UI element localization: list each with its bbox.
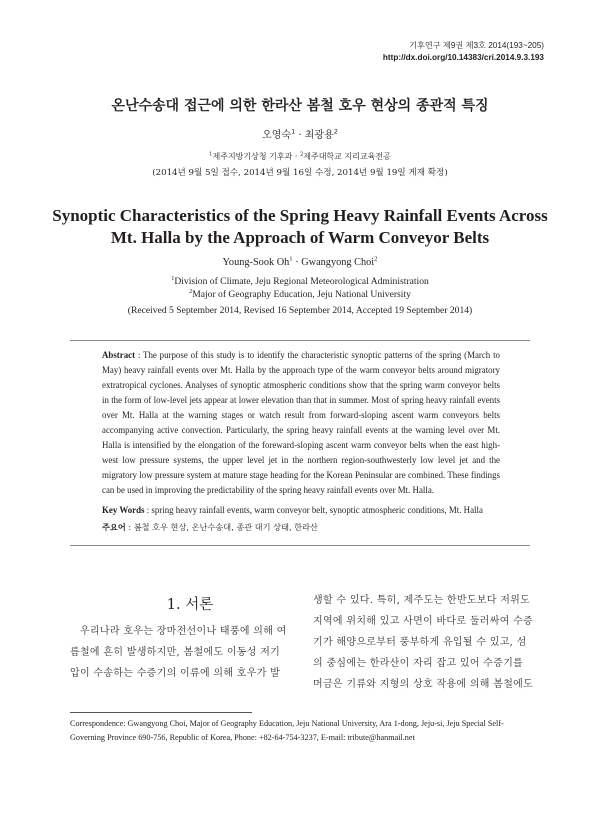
english-title-line-1: Synoptic Characteristics of the Spring Heavy Rainfall Events Across	[52, 206, 548, 225]
korean-dates: (2014년 9월 5일 접수, 2014년 9월 16일 수정, 2014년 9월 19일 게재 확정)	[152, 168, 448, 178]
footnote-rule	[70, 712, 252, 713]
body-left-line: 우리나라 호우는 장마전선이나 태풍에 의해 여	[80, 626, 287, 637]
body-right-column	[313, 590, 533, 695]
english-title	[0, 205, 600, 249]
korean-affil-1-sup: 1	[209, 151, 213, 158]
korean-affil-2: 제주대학교 지리교육전공	[303, 152, 391, 161]
english-affil-1: Division of Climate, Jeju Regional Meteorological Administration	[174, 276, 429, 287]
korean-affiliations	[0, 151, 600, 162]
abstract	[102, 348, 500, 498]
english-affil-1-line	[0, 275, 600, 288]
english-affiliations	[0, 275, 600, 301]
korean-affil-1: 제주지방기상청 기후과 ·	[212, 152, 300, 161]
body-right-line: 생할 수 있다. 특히, 제주도는 한반도보다 저위도	[313, 595, 531, 606]
keywords-text: : spring heavy rainfall events, warm conveyor belt, synoptic atmospheric conditions, Mt. Halla	[144, 505, 483, 515]
abstract-label: Abstract	[102, 350, 136, 360]
journal-citation: 기후연구 제9권 제3호 2014(193~205)	[409, 41, 544, 50]
english-author-1: Young-Sook Oh	[222, 257, 290, 268]
korean-author-1-sup: 1	[291, 127, 296, 136]
english-affil-2-line	[0, 288, 600, 301]
english-title-line-2: Mt. Halla by the Approach of Warm Conveyor Belts	[110, 228, 490, 247]
korean-author-separator: ·	[295, 130, 305, 141]
korean-authors	[0, 126, 600, 141]
abstract-bottom-rule	[70, 545, 530, 546]
english-affil-1-sup: 1	[171, 274, 175, 282]
korean-keywords-label: 주요어	[102, 522, 126, 532]
korean-author-2: 최광용	[304, 130, 334, 141]
body-left-line: 름철에 흔히 발생하지만, 봄철에도 이동성 저기	[70, 647, 281, 658]
body-left-column	[70, 621, 287, 684]
keywords-label: Key Words	[102, 505, 145, 515]
korean-affil-2-sup: 2	[299, 151, 304, 158]
korean-title: 온난수송대 접근에 의한 한라산 봄철 호우 현상의 종관적 특징	[111, 98, 489, 114]
doi-link[interactable]: http://dx.doi.org/10.14383/cri.2014.9.3.193	[382, 53, 544, 62]
english-affil-2: Major of Geography Education, Jeju National University	[192, 289, 411, 300]
english-author-1-sup: 1	[289, 255, 293, 263]
section-title: 1. 서론	[166, 597, 214, 613]
english-affil-2-sup: 2	[189, 287, 193, 295]
english-dates: (Received 5 September 2014, Revised 16 September 2014, Accepted 19 September 2014)	[127, 305, 473, 316]
body-right-line: 의 중심에는 한라산이 자리 잡고 있어 수증기를	[313, 658, 524, 669]
korean-author-1: 오영숙	[262, 130, 292, 141]
correspondence-footnote: Correspondence: Gwangyong Choi, Major of Geography Education, Jeju National University, Ara 1-dong, Jeju-si, Jeju Special Self-Governing Province 690-756, Republic of Korea, Phone: +82-64-754-3237, E-mail: tribute@hanmail.net	[70, 719, 504, 742]
english-author-2: Gwangyong Choi	[301, 257, 375, 268]
body-right-line: 머금은 기류와 지형의 상호 작용에 의해 봄철에도	[313, 679, 534, 690]
english-authors	[0, 257, 600, 268]
body-right-line: 기가 해양으로부터 풍부하게 유입될 수 있고, 섬	[313, 637, 527, 648]
korean-keywords-text: : 봄철 호우 현상, 온난수송대, 종관 대기 상태, 한라산	[125, 522, 318, 532]
korean-author-2-sup: 2	[333, 127, 338, 136]
body-right-line: 지역에 위치해 있고 사면이 바다로 둘러싸여 수증	[313, 616, 534, 627]
body-left-line: 압이 수송하는 수증기의 이류에 의해 호우가 발	[70, 668, 281, 679]
korean-keywords	[102, 522, 500, 533]
abstract-top-rule	[70, 340, 530, 341]
english-author-separator: ·	[292, 257, 302, 268]
journal-header	[383, 40, 544, 64]
english-keywords	[102, 505, 500, 515]
english-author-2-sup: 2	[374, 255, 378, 263]
abstract-text: : The purpose of this study is to identify the characteristic synoptic patterns of the spring (March to May) heavy rainfall events over Mt. Halla by the approach type of the warm conveyor belts around migratory extratropical cyclones. Analyses of synoptic atmospheric conditions show that the spring warm conveyor belts in the form of low-level jets appear at lower elevation than that in summer. Most of spring heavy rainfall events over Mt. Halla at the warning stages or watch result from forward-sloping ascent warm conveyors belts accompanying active convection. Particularly, the spring heavy rainfall events at the warning level over Mt. Halla is intensified by the elongation of the foreward-sloping ascent warm conveyor belts when the east high-west low pressure systems, the upper level jet in the northern region-southwesterly low level jet and the migratory low pressure system at mature stage heading for the Korean Peninsular are combined. These findings can be used in improving the predictability of the spring heavy rainfall events over Mt. Halla.	[102, 350, 500, 495]
